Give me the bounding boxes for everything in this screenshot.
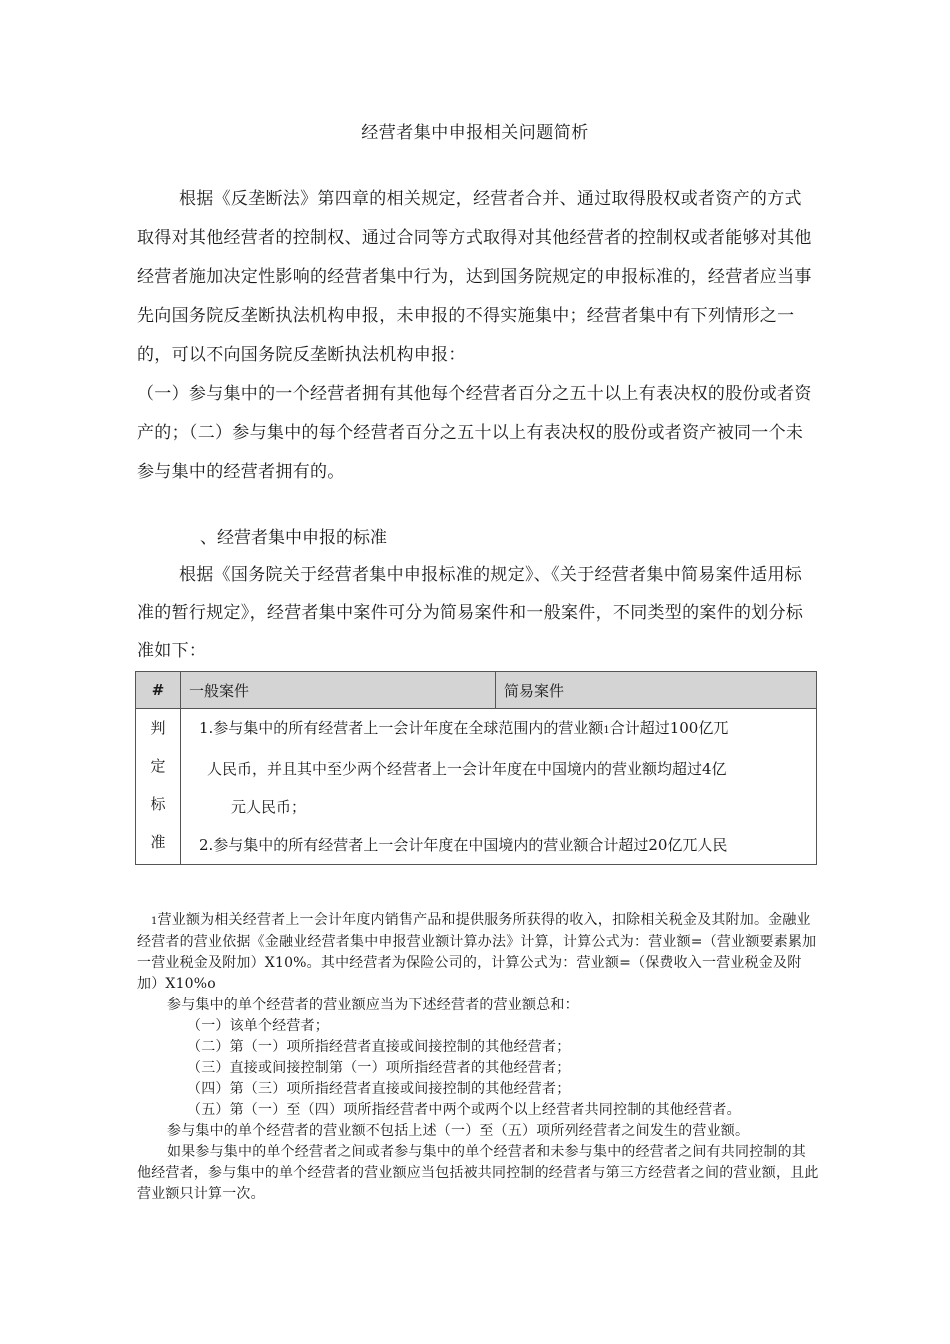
row-label-char: 准 xyxy=(150,833,166,851)
exemptions-paragraph: （一）参与集中的一个经营者拥有其他每个经营者百分之五十以上有表决权的股份或者资产的；（二）参与集中的每个经营者百分之五十以上有表决权的股份或者资产被同一个未参与集中的经营者拥有的。 xyxy=(137,384,812,482)
footnote-text: 1营业额为相关经营者上一会计年度内销售产品和提供服务所获得的收入，扣除相关税金及其附加。金融业经营者的营业依据《金融业经营者集中申报营业额计算办法》计算，计算公式为：营业额=（营业额要素累加一营业税金及附加）X10%。其中经营者为保险公司的，计算公式为：营业额=（保费收入一营业税金及附加）X10%o xyxy=(137,912,817,992)
row-label-char: 标 xyxy=(150,795,166,813)
criteria-line: 1.参与集中的所有经营者上一会计年度在全球范围内的营业额1合计超过100亿兀 xyxy=(199,719,729,737)
intro-section xyxy=(137,180,819,492)
list-item: （四）第（三）项所指经营者直接或间接控制的其他经营者； xyxy=(187,1081,571,1097)
criteria-line: 人民币，并且其中至少两个经营者上一会计年度在中国境内的营业额均超过4亿 xyxy=(207,760,727,778)
criteria-content xyxy=(181,709,817,865)
exclusion-note: 参与集中的单个经营者的营业额不包括上述（一）至（五）项所列经营者之间发生的营业额。 xyxy=(167,1123,750,1139)
list-item: （一）该单个经营者； xyxy=(187,1018,329,1034)
list-item: （五）第（一）至（四）项所指经营者中两个或两个以上经营者共同控制的其他经营者。 xyxy=(187,1102,741,1118)
list-item: （二）第（一）项所指经营者直接或间接控制的其他经营者； xyxy=(187,1039,571,1055)
case-criteria-table xyxy=(135,671,817,865)
row-label-char: 判 xyxy=(150,719,166,737)
header-simple-case: 简易案件 xyxy=(496,672,817,709)
document-title: 经营者集中申报相关问题简析 xyxy=(361,123,589,143)
footnotes xyxy=(137,910,819,1205)
table-header-row xyxy=(136,672,817,709)
list-item: （三）直接或间接控制第（一）项所指经营者的其他经营者； xyxy=(187,1060,571,1076)
row-label xyxy=(136,709,181,865)
footnote-ref: 1 xyxy=(603,725,610,736)
section-paragraph: 根据《国务院关于经营者集中申报标准的规定》、《关于经营者集中简易案件适用标准的暂行规定》，经营者集中案件可分为简易案件和一般案件，不同类型的案件的划分标准如下： xyxy=(137,565,804,661)
footnote-mark: 1 xyxy=(151,916,158,927)
criteria-line: 2.参与集中的所有经营者上一会计年度在中国境内的营业额合计超过20亿兀人民 xyxy=(199,836,728,854)
header-num: # xyxy=(136,672,181,709)
table-row xyxy=(136,709,817,865)
section-heading: 、经营者集中申报的标准 xyxy=(200,528,387,548)
header-general-case: 一般案件 xyxy=(181,672,496,709)
criteria-line: 元人民币； xyxy=(231,798,307,816)
joint-control-note: 如果参与集中的单个经营者之间或者参与集中的单个经营者和未参与集中的经营者之间有共同控制的其他经营者，参与集中的单个经营者的营业额应当包括被共同控制的经营者与第三方经营者之间的营业额，且此营业额只计算一次。 xyxy=(137,1144,819,1202)
intro-paragraph: 根据《反垄断法》第四章的相关规定，经营者合并、通过取得股权或者资产的方式取得对其他经营者的控制权、通过合同等方式取得对其他经营者的控制权或者能够对其他经营者施加决定性影响的经营者集中行为，达到国务院规定的申报标准的，经营者应当事先向国务院反垄断执法机构申报，未申报的不得实施集中；经营者集中有下列情形之一的，可以不向国务院反垄断执法机构申报： xyxy=(137,189,812,365)
row-label-char: 定 xyxy=(150,757,166,775)
single-operator-intro: 参与集中的单个经营者的营业额应当为下述经营者的营业额总和： xyxy=(167,997,579,1013)
